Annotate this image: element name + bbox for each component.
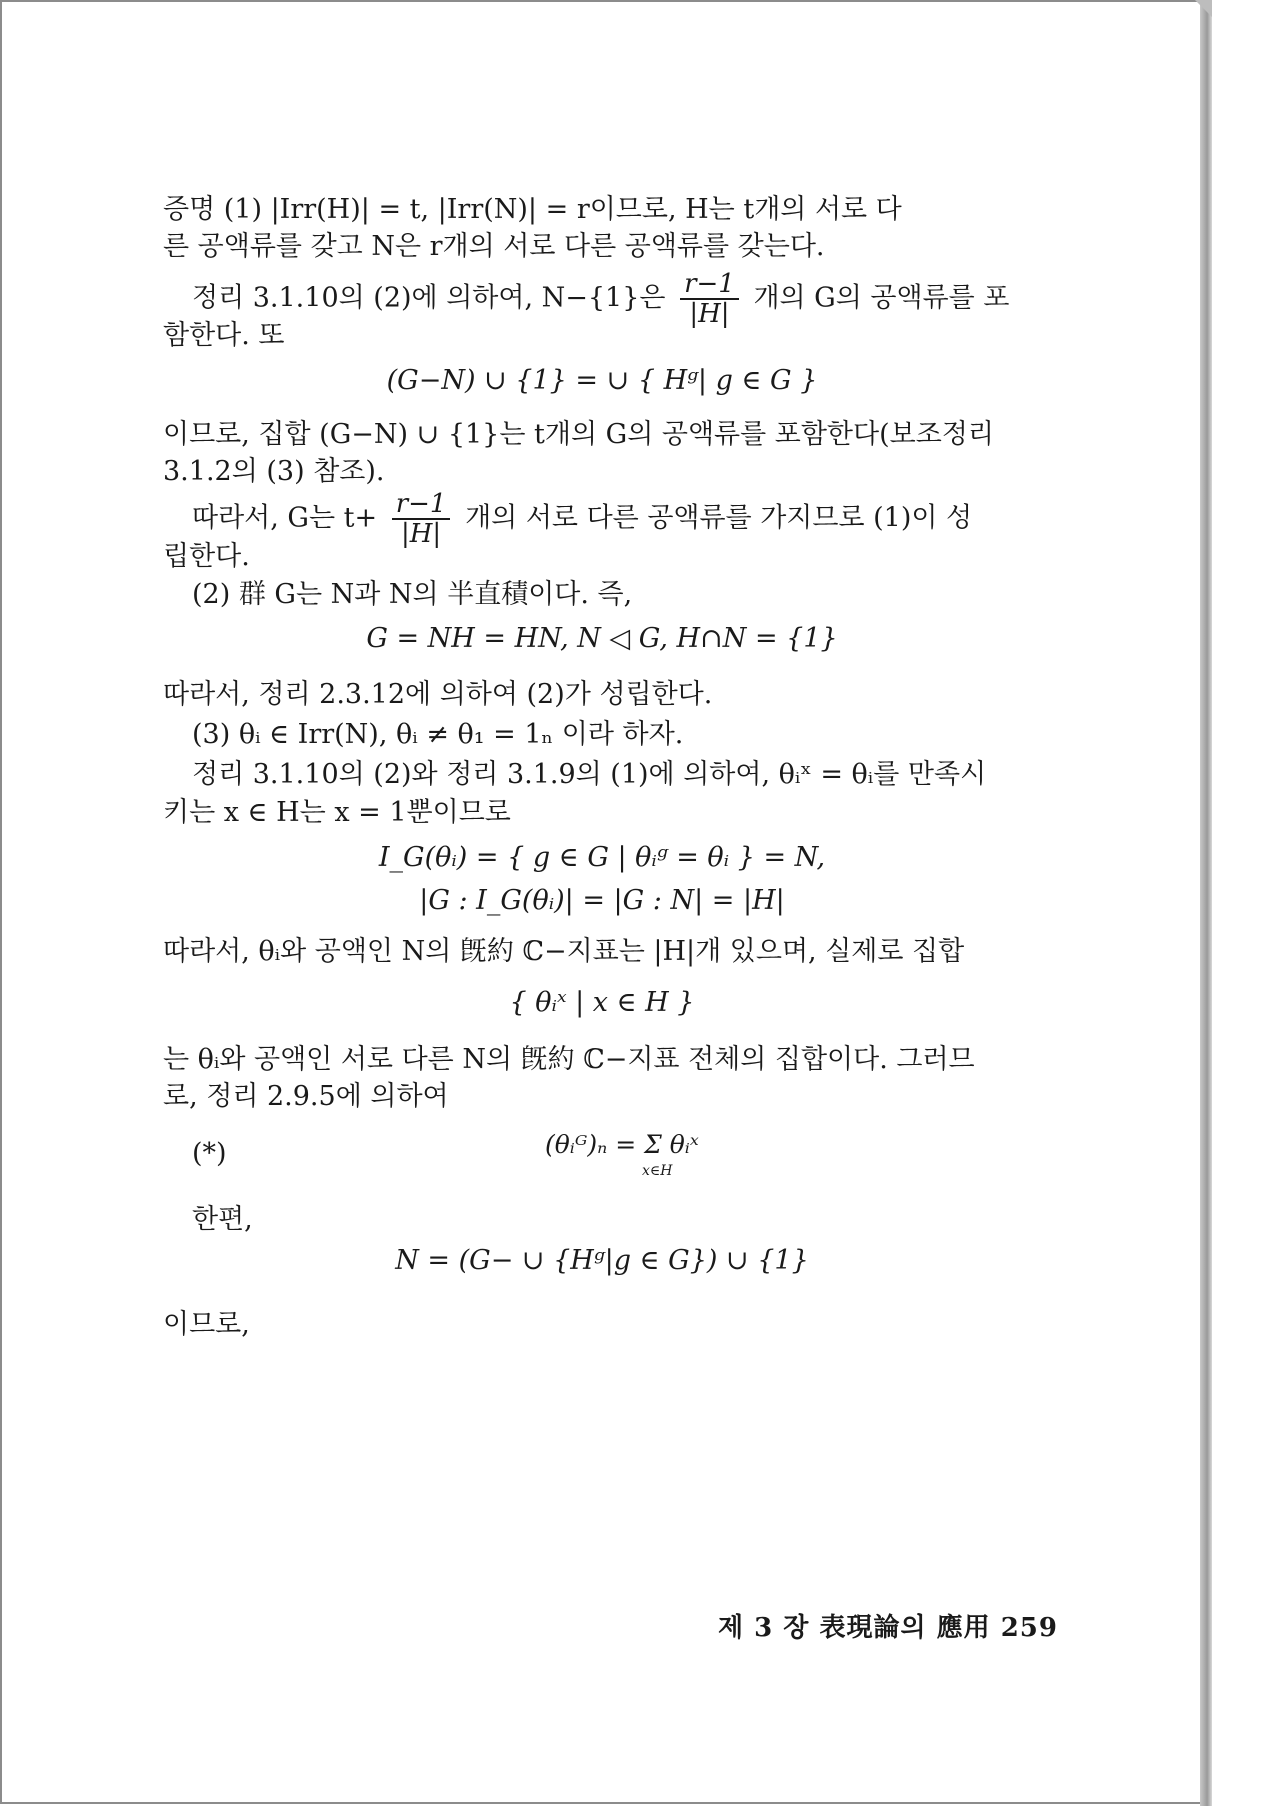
paragraph-8-line-1: 정리 3.1.10의 (2)와 정리 3.1.9의 (1)에 의하여, θᵢˣ = θᵢ를 만족시 (192, 759, 987, 790)
equation-2: G = NH = HN, N ◁ G, H∩N = {1} (366, 623, 838, 654)
paragraph-4-line-1 (192, 490, 972, 548)
equation-6-subscript: x∈H (642, 1163, 673, 1179)
page-edge-shadow (1200, 0, 1212, 1806)
paragraph-9-line-1: 따라서, θᵢ와 공액인 N의 旣約 ℂ−지표는 |H|개 있으며, 실제로 집합 (163, 936, 965, 967)
paragraph-5-line-1: (2) 群 G는 N과 N의 半直積이다. 즉, (192, 579, 633, 610)
background-strip (1212, 0, 1272, 1806)
paragraph-7-line-1: (3) θᵢ ∈ Irr(N), θᵢ ≠ θ₁ = 1ₙ 이라 하자. (192, 719, 684, 750)
fraction-r-minus-1-over-H-2 (392, 490, 451, 548)
paragraph-10-line-1: 는 θᵢ와 공액인 서로 다른 N의 旣約 ℂ−지표 전체의 집합이다. 그러므 (163, 1044, 975, 1075)
fraction-numerator: r−1 (392, 490, 451, 520)
equation-3: I_G(θᵢ) = { g ∈ G | θᵢᵍ = θᵢ } = N, (378, 842, 826, 873)
paragraph-4-line-2: 립한다. (163, 541, 250, 572)
fraction-r-minus-1-over-H (680, 270, 739, 328)
paragraph-12-line-1: 이므로, (163, 1309, 250, 1340)
paragraph-2-line-1 (192, 270, 1009, 328)
paragraph-10-line-2: 로, 정리 2.9.5에 의하여 (163, 1081, 449, 1112)
paragraph-3-line-1: 이므로, 집합 (G−N) ∪ {1}는 t개의 G의 공액류를 포함한다(보조정리 (163, 419, 994, 450)
equation-6-label: (*) (192, 1138, 227, 1169)
paragraph-4-text-b: 개의 서로 다른 공액류를 가지므로 (1)이 성 (465, 502, 973, 534)
fraction-denominator: |H| (689, 299, 730, 329)
fraction-denominator: |H| (401, 519, 442, 549)
proof-line-2: 른 공액류를 갖고 N은 r개의 서로 다른 공액류를 갖는다. (163, 231, 825, 262)
paragraph-2-text-b: 개의 G의 공액류를 포 (753, 282, 1010, 314)
paragraph-2-text-a: 정리 3.1.10의 (2)에 의하여, N−{1}은 (192, 282, 666, 314)
paragraph-3-line-2: 3.1.2의 (3) 참조). (163, 456, 385, 487)
proof-line-1: 증명 (1) |Irr(H)| = t, |Irr(N)| = r이므로, H는 t개의 서로 다 (163, 194, 902, 225)
fraction-numerator: r−1 (680, 270, 739, 300)
equation-6: (θᵢᴳ)ₙ = Σ θᵢˣ (545, 1130, 699, 1159)
equation-7: N = (G− ∪ {Hᵍ|g ∈ G}) ∪ {1} (395, 1245, 809, 1276)
paragraph-11-line-1: 한편, (192, 1204, 253, 1235)
equation-1: (G−N) ∪ {1} = ∪ { Hᵍ| g ∈ G } (386, 365, 818, 396)
paragraph-6-line-1: 따라서, 정리 2.3.12에 의하여 (2)가 성립한다. (163, 679, 713, 710)
equation-4: |G : I_G(θᵢ)| = |G : N| = |H| (419, 885, 785, 916)
equation-5: { θᵢˣ | x ∈ H } (509, 987, 695, 1018)
paragraph-4-text-a: 따라서, G는 t+ (192, 502, 378, 534)
paragraph-8-line-2: 키는 x ∈ H는 x = 1뿐이므로 (163, 797, 511, 828)
paragraph-2-line-2: 함한다. 또 (163, 320, 285, 351)
running-footer: 제 3 장 表現論의 應用 259 (718, 1613, 1058, 1643)
